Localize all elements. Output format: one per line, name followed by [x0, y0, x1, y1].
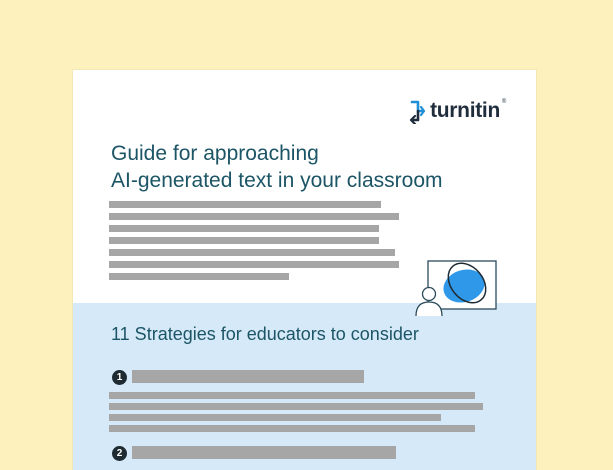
placeholder-text-line — [109, 249, 395, 256]
strategy-heading-placeholder — [132, 446, 396, 459]
placeholder-text-line — [109, 425, 475, 432]
placeholder-text-line — [109, 392, 475, 399]
strategy-number-badge: 2 — [112, 446, 127, 461]
section-heading: 11 Strategies for educators to consider — [111, 324, 419, 344]
turnitin-logo-icon — [408, 98, 426, 124]
placeholder-text-line — [109, 201, 381, 208]
turnitin-logo — [408, 98, 506, 124]
title-line-1: Guide for approaching — [111, 142, 319, 165]
strategy-heading-placeholder — [132, 370, 364, 383]
placeholder-text-line — [109, 273, 289, 280]
title-line-2: AI-generated text in your classroom — [111, 169, 443, 192]
placeholder-text-line — [109, 414, 441, 421]
document-title — [111, 140, 511, 194]
document-page — [73, 70, 536, 470]
strategies-section — [73, 303, 536, 470]
placeholder-text-line — [109, 261, 399, 268]
trademark-symbol: ® — [501, 99, 506, 105]
person-presenting-screen-icon — [410, 256, 502, 316]
placeholder-text-line — [109, 237, 379, 244]
placeholder-text-line — [109, 403, 483, 410]
placeholder-text-line — [109, 213, 399, 220]
strategy-number-badge: 1 — [112, 370, 127, 385]
placeholder-text-line — [109, 225, 379, 232]
logo-wordmark: turnitin ® — [430, 99, 506, 122]
